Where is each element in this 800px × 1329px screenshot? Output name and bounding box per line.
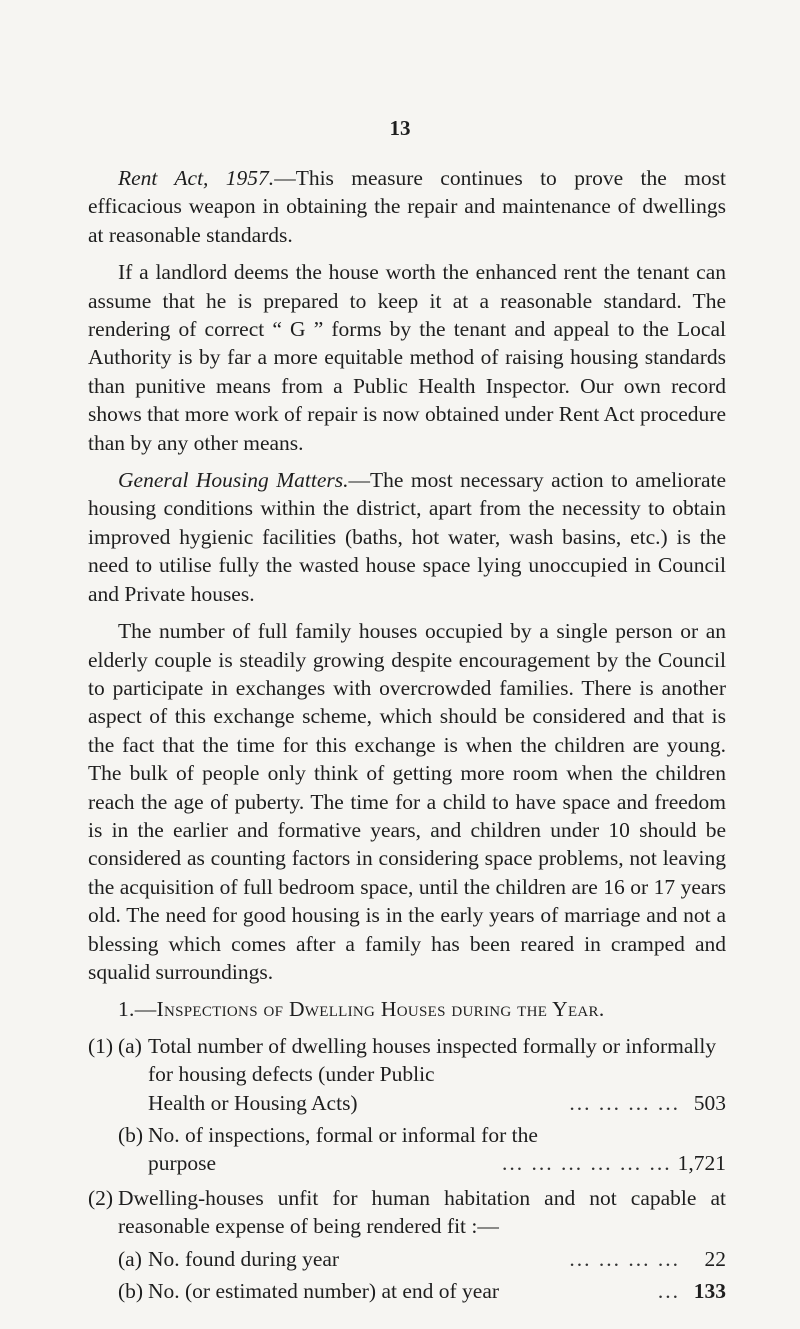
rent-act-title: Rent Act, 1957. — [118, 166, 275, 190]
item-1b-leader: ... ... ... ... ... ... — [502, 1151, 672, 1176]
item-1a-leader: ... ... ... ... — [569, 1090, 680, 1115]
item-2-label: (2) — [88, 1185, 114, 1210]
item-2a-line — [148, 1245, 726, 1273]
item-2b — [118, 1277, 726, 1305]
family-houses-paragraph: The number of full family houses occupied by a single person or an elderly couple is steadily growing despite encouragement by the Council to participate in exchanges with overcrowded families. There is another aspect of this exchange scheme, which should be considered and that is the fact that the time for this exchange is when the children are young. The bulk of people only think of getting more room when the children reach the age of puberty. The time for a child to have space and freedom is in the earlier and formative years, and children under 10 should be considered as counting factors in considering space problems, not leaving the acquisition of full bedroom space, until the children are 16 or 17 years old. The need for good housing is in the early years of marriage and not a blessing which comes after a family has been reared in cramped and squalid surroundings. — [88, 619, 726, 984]
item-1a-lastline — [148, 1089, 726, 1117]
rent-act-text: —This measure continues to prove the most efficacious weapon in obtaining the repair and maintenance of dwellings at reasonable standards. — [88, 166, 726, 247]
item-1a-label: (a) — [118, 1033, 142, 1058]
item-2b-value: 133 — [693, 1279, 726, 1304]
item-1a-text-last: Health or Housing Acts) — [148, 1090, 358, 1115]
item-2-text: Dwelling-houses unfit for human habitation and not capable at reasonable expense of being rendered fit :— — [118, 1185, 726, 1239]
item-2a-label: (a) — [118, 1246, 142, 1271]
item-2b-leader: ... — [657, 1279, 680, 1304]
rent-act-paragraph — [88, 164, 726, 249]
item-1b-label: (b) — [118, 1123, 144, 1147]
page-number: 13 — [389, 116, 411, 140]
item-1a-value: 503 — [693, 1090, 726, 1115]
item-2b-text: No. (or estimated number) at end of year — [148, 1279, 500, 1304]
page-body — [88, 164, 726, 1311]
item-1b-text-last: purpose — [148, 1151, 217, 1176]
general-housing-paragraph — [88, 466, 726, 608]
general-housing-title: General Housing Matters. — [118, 468, 349, 493]
item-1a — [118, 1032, 726, 1117]
item-2a-value: 22 — [704, 1246, 726, 1271]
item-2 — [88, 1184, 726, 1306]
general-housing-text: —The most necessary action to ameliorate housing conditions within the district, apart from the necessity to obtain improved hygienic facilities (baths, hot water, wash basins, etc.) is the need to utilise fully the wasted house space lying unoccupied in Council and Private houses. — [88, 468, 727, 606]
item-1b-text-main: No. of inspections, formal or informal for the — [148, 1123, 538, 1147]
item-2b-line — [148, 1277, 726, 1305]
item-2a-leader: ... ... ... ... — [569, 1246, 680, 1271]
item-1b-value: 1,721 — [677, 1151, 726, 1176]
item-1 — [88, 1032, 726, 1178]
item-1a-text-main: Total number of dwelling houses inspected formally or informally for housing defects (under Public — [148, 1033, 717, 1087]
item-1-label: (1) — [88, 1033, 114, 1058]
item-2a — [118, 1245, 726, 1273]
item-1b-text — [148, 1121, 726, 1178]
item-2a-text: No. found during year — [148, 1246, 340, 1271]
item-1b-lastline — [148, 1149, 726, 1177]
section-heading: 1.—Inspections of Dwelling Houses during the Year. — [118, 997, 605, 1022]
item-1b — [118, 1121, 726, 1178]
item-2b-label: (b) — [118, 1279, 144, 1304]
landlord-paragraph: If a landlord deems the house worth the enhanced rent the tenant can assume that he is prepared to keep it at a reasonable standard. The rendering of correct “ G ” forms by the tenant and appeal to the Local Authority is by far a more equitable method of raising housing standards than punitive means from a Public Health Inspector. Our own record shows that more work of repair is now obtained under Rent Act procedure than by any other means. — [88, 260, 726, 455]
item-1a-text — [148, 1032, 726, 1117]
